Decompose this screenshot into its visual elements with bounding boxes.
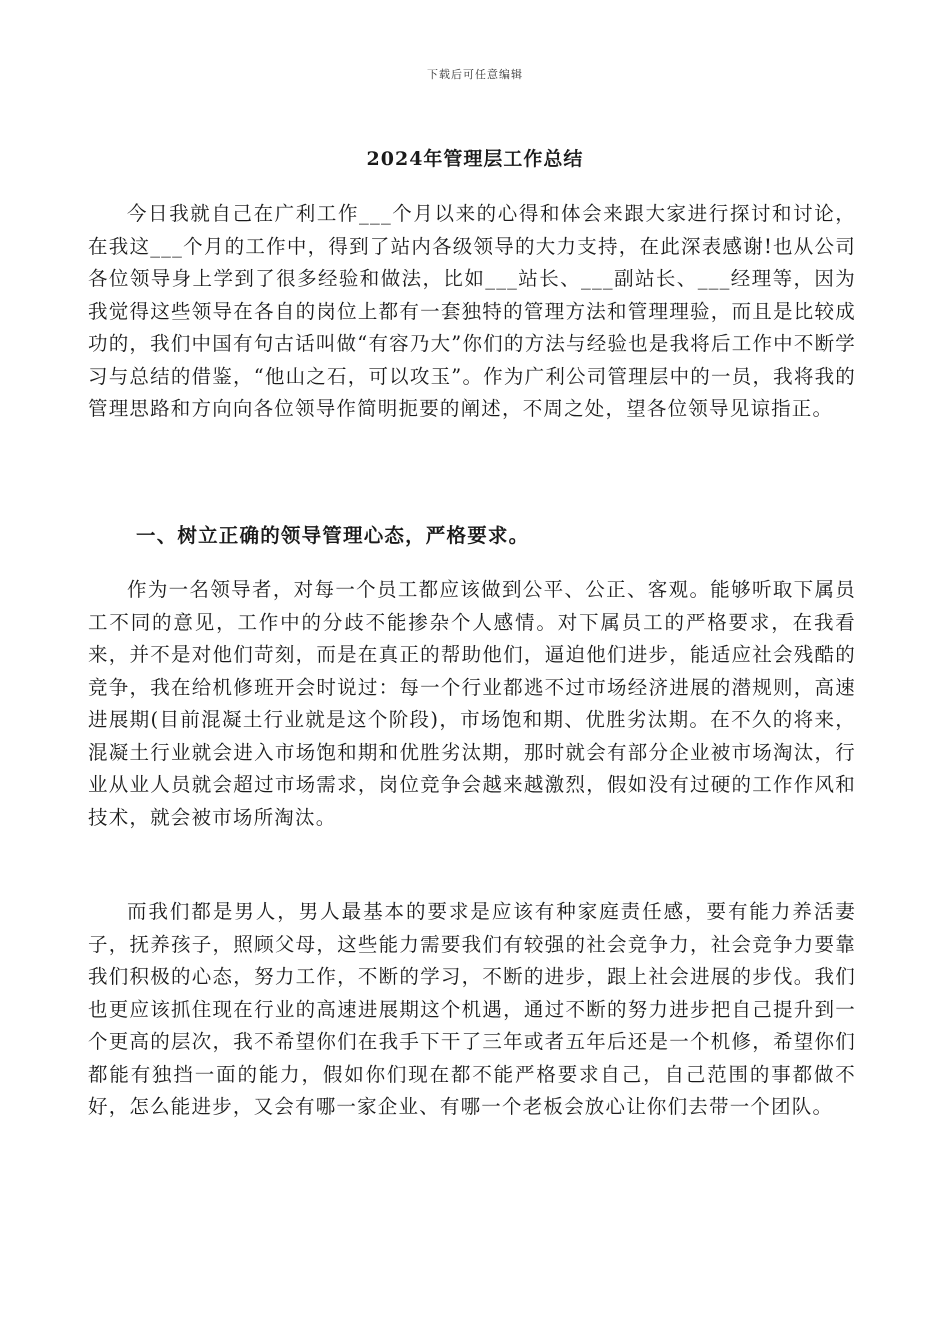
section-heading-1: 一、树立正确的领导管理心态，严格要求。 (136, 524, 530, 547)
paragraph-section-1-continued: 而我们都是男人，男人最基本的要求是应该有种家庭责任感，要有能力养活妻子，抚养孩子，照顾父母，这些能力需要我们有较强的社会竞争力，社会竞争力要靠我们积极的心态，努力工作，不断的学习，不断的进步，跟上社会进展的步伐。我们也更应该抓住现在行业的高速进展期这个机遇，通过不断的努力进步把自己提升到一个更高的层次，我不希望你们在我手下干了三年或者五年后还是一个机修，希望你们都能有独挡一面的能力，假如你们现在都不能严格要求自己，自己范围的事都做不好，怎么能进步，又会有哪一家企业、有哪一个老板会放心让你们去带一个团队。 (88, 900, 856, 1118)
header-note: 下载后可任意编辑 (427, 68, 523, 81)
document-title: 2024年管理层工作总结 (366, 148, 584, 170)
paragraph-section-1: 作为一名领导者，对每一个员工都应该做到公平、公正、客观。能够听取下属员工不同的意见，工作中的分歧不能掺杂个人感情。对下属员工的严格要求，在我看来，并不是对他们苛刻，而是在真正的帮助他们，逼迫他们进步，能适应社会残酷的竞争，我在给机修班开会时说过：每一个行业都逃不过市场经济进展的潜规则，高速进展期(目前混凝土行业就是这个阶段)，市场饱和期、优胜劣汰期。在不久的将来，混凝土行业就会进入市场饱和期和优胜劣汰期，那时就会有部分企业被市场淘汰，行业从业人员就会超过市场需求，岗位竞争会越来越激烈，假如没有过硬的工作作风和技术，就会被市场所淘汰。 (88, 578, 856, 829)
paragraph-intro: 今日我就自己在广利工作___个月以来的心得和体会来跟大家进行探讨和讨论，在我这___个月的工作中，得到了站内各级领导的大力支持，在此深表感谢!也从公司各位领导身上学到了很多经验和做法，比如___站长、___副站长、___经理等，因为我觉得这些领导在各自的岗位上都有一套独特的管理方法和管理理验，而且是比较成功的，我们中国有句古话叫做“有容乃大”你们的方法与经验也是我将后工作中不断学习与总结的借鉴，“他山之石，可以攻玉”。作为广利公司管理层中的一员，我将我的管理思路和方向向各位领导作简明扼要的阐述，不周之处，望各位领导见谅指正。 (88, 202, 856, 420)
